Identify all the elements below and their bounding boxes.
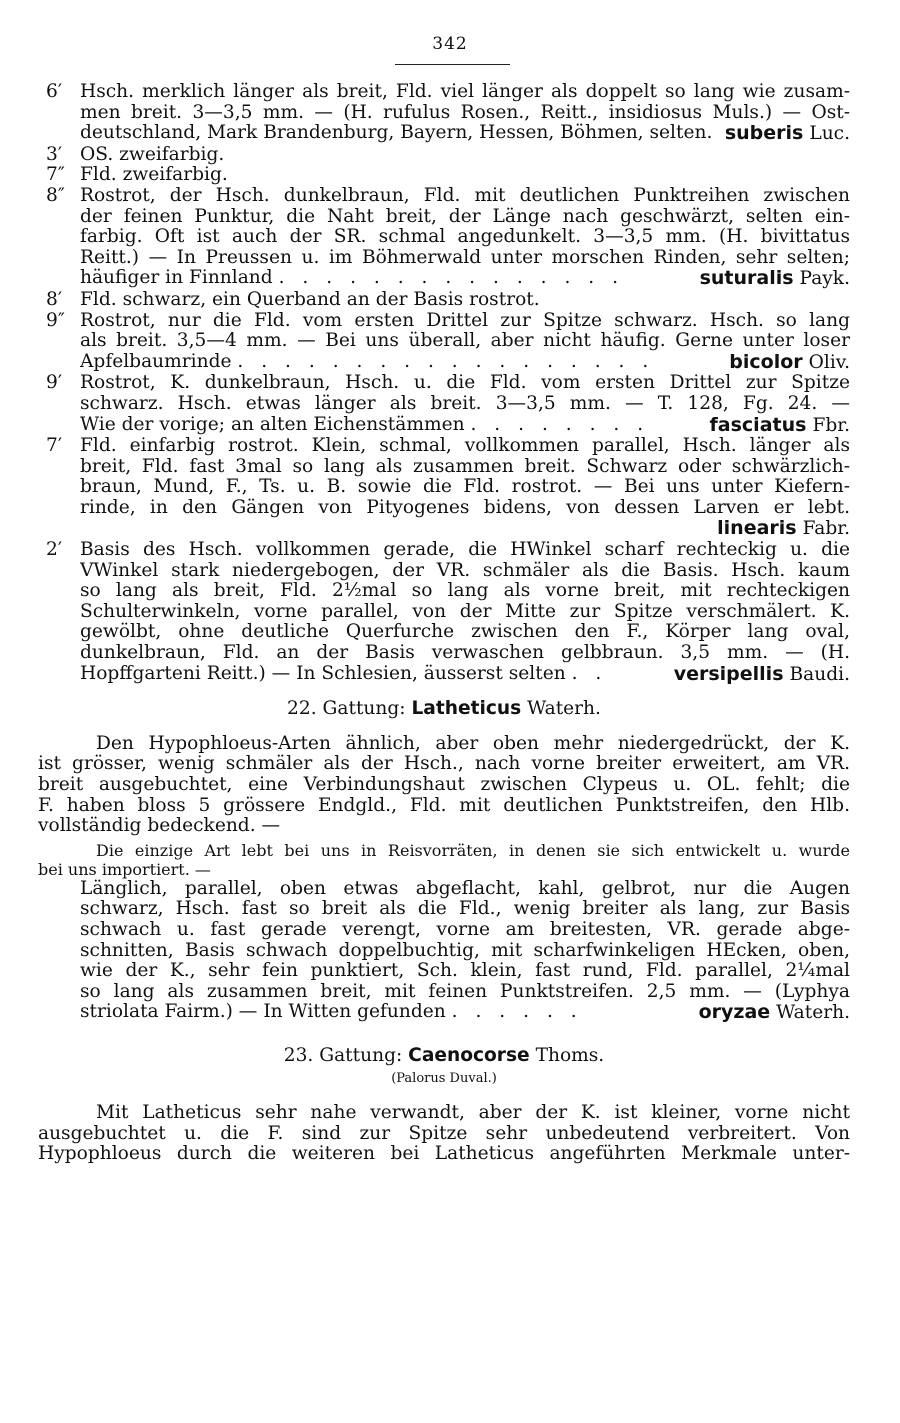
entry-line: farbig. Oft ist auch der SR. schmal angedunkelt. 3—3,5 mm. (H. bivittatus [80,227,850,248]
entry-line: schwarz. Hsch. etwas länger als breit. 3—3,5 mm. — T. 128, Fg. 24. — [80,393,850,414]
entry-line: Hopffgarteni Reitt.) — In Schlesien, äusserst selten . . versipellis Baudi. [80,663,850,685]
leader-dots: . . . . . . . . [470,414,650,435]
key-entry-7-double [38,165,850,186]
entry-line: Rostrot, der Hsch. dunkelbraun, Fld. mit deutlichen Punktreihen zwischen [80,185,850,206]
page-number: 342 [432,34,468,54]
key-number: 2′ [46,539,63,561]
entry-line: so lang als breit, Fld. 2½mal so lang als vorne breit, mit rechteckigen [80,581,850,602]
entry-line: rinde, in den Gängen von Pityogenes bidens, von dessen Larven er lebt. [80,497,850,518]
entry-line: men breit. 3—3,5 mm. — (H. rufulus Rosen., Reitt., insidiosus Muls.) — Ost- [80,102,850,123]
species-name: suturalis [699,268,794,290]
entry-line: als breit. 3,5—4 mm. — Bei uns überall, aber nicht häufig. Gerne unter loser [80,331,850,352]
species-author: Baudi. [789,663,850,685]
entry-line: häufiger in Finnland . . . . . . . . . . . . . . . suturalis Payk. [80,268,850,290]
entry-line: Fld. schwarz, ein Querband an der Basis rostrot. [80,289,540,310]
entry-line: Rostrot, K. dunkelbraun, Hsch. u. die Fld. vom ersten Drittel zur Spitze [80,373,850,394]
species-author: Luc. [809,123,850,145]
genus-name: Caenocorse [408,1044,530,1066]
page-body [38,82,850,1165]
leader-dots: . . . . . . . . . . . . . . . [278,268,625,289]
leader-dots: . . [571,663,608,684]
species-author: Fabr. [802,518,850,540]
key-entry-9-prime [38,373,850,436]
key-entry-2-prime [38,540,850,685]
entry-line: Fld. zweifarbig. [80,165,228,186]
key-number: 8′ [46,288,63,310]
entry-line: breit, Fld. fast 3mal so lang als zusammen breit. Schwarz oder schwärzlich- [80,456,850,477]
entry-line: OS. zweifarbig. [80,144,225,165]
key-entry-8-prime [38,290,850,311]
entry-line: striolata Fairm.) — In Witten gefunden . . . . . . oryzae Waterh. [80,1002,850,1024]
key-entry-9-double [38,311,850,374]
species-name: oryzae [698,1002,771,1024]
leader-dots: . . . . . . [451,1002,583,1023]
entry-line: gewölbt, ohne deutliche Querfurche zwischen den F., Körper lang oval, [80,622,850,643]
entry-line: Basis des Hsch. vollkommen gerade, die HWinkel scharf rechteckig u. die [80,540,850,561]
entry-line: VWinkel stark niedergebogen, der VR. schmäler als die Basis. Hsch. kaum [80,560,850,581]
entry-line: der feinen Punktur, die Naht breit, der Länge nach geschwärzt, selten ein- [80,206,850,227]
genus-author: Waterh. [527,698,601,720]
species-author: Payk. [799,268,850,290]
genus-name: Latheticus [411,698,522,720]
entry-line: braun, Mund, F., Ts. u. B. sowie die Fld. rostrot. — Bei uns unter Kiefern- [80,477,850,498]
species-name: suberis [724,123,804,145]
key-entry-8-double [38,186,850,290]
entry-line: Hsch. merklich länger als breit, Fld. viel länger als doppelt so lang wie zusam- [80,82,850,102]
entry-line [80,518,850,540]
entry-line: Reitt.) — In Preussen u. im Böhmerwald unter morschen Rinden, sehr selten; [80,247,850,268]
species-name: linearis [717,518,797,540]
key-entry-3-prime [38,145,850,166]
species-name: fasciatus [709,414,807,436]
species-author: Waterh. [776,1002,850,1024]
species-name: versipellis [673,663,784,685]
key-number: 7′ [46,435,63,457]
genus-heading-22: 22. Gattung: Latheticus Waterh. [287,698,601,720]
entry-line: dunkelbraun, Fld. an der Basis verwaschen gelbbraun. 3,5 mm. — (H. [80,643,850,664]
entry-line: Apfelbaumrinde . . . . . . . . . . . . . . . . . . bicolor Oliv. [80,351,850,373]
key-number: 6′ [46,81,63,102]
species-author: Fbr. [812,414,850,436]
entry-line: Rostrot, nur die Fld. vom ersten Drittel zur Spitze schwarz. Hsch. so lang [80,310,850,331]
genus-heading-23: 23. Gattung: Caenocorse Thoms. [283,1044,605,1066]
entry-line: Wie der vorige; an alten Eichenstämmen . . . . . . . . fasciatus Fbr. [80,414,850,436]
genus-description: Den Hypophloeus-Arten ähnlich, aber oben mehr niedergedrückt, der K. ist grösser, wenig schmäler als der Hsch., nach vorne breiter erweitert, am VR. breit ausgebuchtet, eine Verbindungshaut zwischen Clypeus u. OL. fehlt; die F. haben bloss 5 grössere Endgld., Fld. mit deutlichen Punktstreifen, den Hlb. vollständig bedeckend. — [38,733,850,837]
entry-line: Fld. einfarbig rostrot. Klein, schmal, vollkommen parallel, Hsch. länger als [80,436,850,457]
genus-synonym: (Palorus Duval.) [391,1070,497,1086]
key-number: 9″ [46,309,65,331]
entry-line: deutschland, Mark Brandenburg, Bayern, Hessen, Böhmen, selten. suberis Luc. [80,123,850,145]
species-author: Oliv. [808,351,850,373]
species-description: Länglich, parallel, oben etwas abgeflacht, kahl, gelbrot, nur die Augen schwarz, Hsch. fast so breit als die Fld., wenig breiter als lang, zur Basis schwach u. fast gerade verengt, vorne am breitesten, VR. gerade abge- schnitten, Basis schwach doppelbuchtig, mit scharfwinkeligen HEcken, oben, wie der K., sehr fein punktiert, Sch. klein, fast rund, Fld. parallel, 2¼mal so lang als zusammen breit, mit feinen Punktstreifen. 2,5 mm. — (Lyphya striolata Fairm.) — In Witten gefunden . . . . . . oryzae Waterh. [80,878,850,1024]
leader-dots: . . . . . . . . . . . . . . . . . . [237,351,655,372]
genus-description: Mit Latheticus sehr nahe verwandt, aber der K. ist kleiner, vorne nicht ausgebuchtet u. die F. sind zur Spitze sehr unbedeutend verbreitert. Von Hypophloeus durch die weiteren bei Latheticus angeführten Merkmale unter- [38,1103,850,1165]
key-entry-7-prime [38,436,850,540]
key-number: 8″ [46,184,65,206]
key-number: 7″ [46,164,65,186]
entry-line: Schulterwinkeln, vorne parallel, von der Mitte zur Spitze verschmälert. K. [80,601,850,622]
key-number: 9′ [46,372,63,394]
page-number-rule [395,64,510,65]
key-number: 3′ [46,143,63,165]
genus-note: Die einzige Art lebt bei uns in Reisvorräten, in denen sie sich entwickelt u. wurde bei uns importiert. — [38,840,850,879]
key-entry-6-prime [38,82,850,145]
genus-author: Thoms. [535,1044,605,1066]
species-name: bicolor [729,351,803,373]
